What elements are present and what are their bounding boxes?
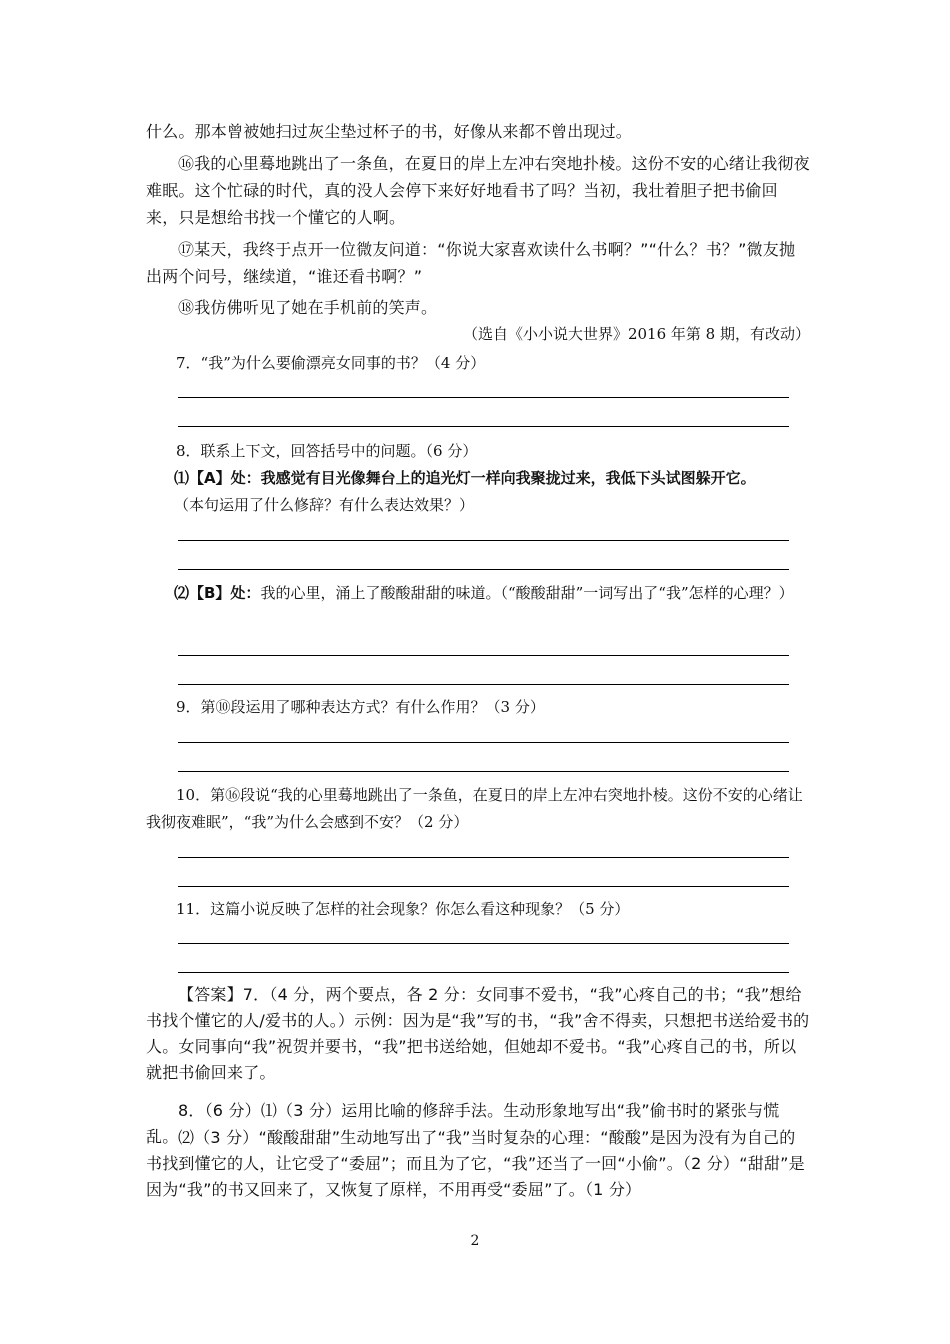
q8-2-ask: （“酸酸甜甜”一词写出了“我”怎样的心理？） bbox=[500, 584, 794, 602]
answer-8-part-2: ⑵（3 分）“酸酸甜甜”生动地写出了“我”当时复杂的心理：“酸酸”是因为没有为自己的书找到懂它的人，让它受了“委屈”；而且为了它，“我”还当了一回“小偷”。（2 分）“甜甜”是因为“我”的书又回来了，又恢复了原样，不用再受“委屈”了。（1 分） bbox=[146, 1128, 805, 1199]
answer-line bbox=[178, 857, 789, 858]
question-8: 8．联系上下文，回答括号中的问题。（6 分） bbox=[176, 442, 478, 460]
story-paragraph-15-tail: 什么。那本曾被她扫过灰尘垫过杯子的书，好像从来都不曾出现过。 bbox=[146, 122, 633, 141]
page-number: 2 bbox=[470, 1233, 480, 1249]
story-paragraph-18: ⑱我仿佛听见了她在手机前的笑声。 bbox=[178, 298, 438, 317]
answer-line bbox=[178, 655, 789, 656]
story-paragraph-16: ⑯我的心里蓦地跳出了一条鱼，在夏日的岸上左冲右突地扑棱。这份不安的心绪让我彻夜难眠。这个忙碌的时代，真的没人会停下来好好地看书了吗？当初，我壮着胆子把书偷回来，只是想给书找一个懂它的人啊。 bbox=[146, 154, 810, 227]
answer-line bbox=[178, 397, 789, 398]
answer-line bbox=[178, 972, 789, 973]
answer-line bbox=[178, 771, 789, 772]
answer-line bbox=[178, 540, 789, 541]
question-9: 9．第⑩段运用了哪种表达方式？有什么作用？（3 分） bbox=[176, 698, 545, 716]
answer-line bbox=[178, 684, 789, 685]
q8-2-label: ⑵【B】处： bbox=[174, 584, 261, 602]
answer-line bbox=[178, 742, 789, 743]
q8-1-ask: （本句运用了什么修辞？有什么表达效果？） bbox=[174, 496, 475, 514]
answer-line bbox=[178, 569, 789, 570]
answer-7: 【答案】7．（4 分，两个要点，各 2 分：女同事不爱书，“我”心疼自己的书；“我”想给书找个懂它的人/爱书的人。）示例：因为是“我”写的书，“我”舍不得卖，只想把书送给爱书的人。女同事向“我”祝贺并要书，“我”把书送给她，但她却不爱书。“我”心疼自己的书，所以就把书偷回来了。 bbox=[146, 985, 810, 1082]
answer-line bbox=[178, 943, 789, 944]
q8-2-quote: 我的心里，涌上了酸酸甜甜的味道。 bbox=[260, 584, 501, 602]
q8-1-quote: 我感觉有目光像舞台上的追光灯一样向我聚拢过来，我低下头试图躲开它。 bbox=[260, 469, 756, 487]
question-7: 7．“我”为什么要偷漂亮女同事的书？（4 分） bbox=[176, 354, 486, 372]
answer-line bbox=[178, 426, 789, 427]
answer-8-part-1: 8．（6 分）⑴（3 分）运用比喻的修辞手法。生动形象地写出“我”偷书时的紧张与慌乱。 bbox=[146, 1101, 780, 1146]
story-source: （选自《小小说大世界》2016 年第 8 期，有改动） bbox=[462, 325, 810, 343]
question-11: 11．这篇小说反映了怎样的社会现象？你怎么看这种现象？（5 分） bbox=[176, 900, 630, 918]
question-8-part-1 bbox=[174, 465, 810, 519]
story-paragraph-17: ⑰某天，我终于点开一位微友问道：“你说大家喜欢读什么书啊？”“什么？书？”微友抛出两个问号，继续道，“谁还看书啊？” bbox=[146, 240, 796, 286]
question-10: 10．第⑯段说“我的心里蓦地跳出了一条鱼，在夏日的岸上左冲右突地扑棱。这份不安的心绪让我彻夜难眠”，“我”为什么会感到不安？（2 分） bbox=[146, 786, 803, 831]
q8-1-label: ⑴【A】处： bbox=[174, 469, 261, 487]
answer-line bbox=[178, 886, 789, 887]
question-8-part-2 bbox=[174, 580, 810, 607]
